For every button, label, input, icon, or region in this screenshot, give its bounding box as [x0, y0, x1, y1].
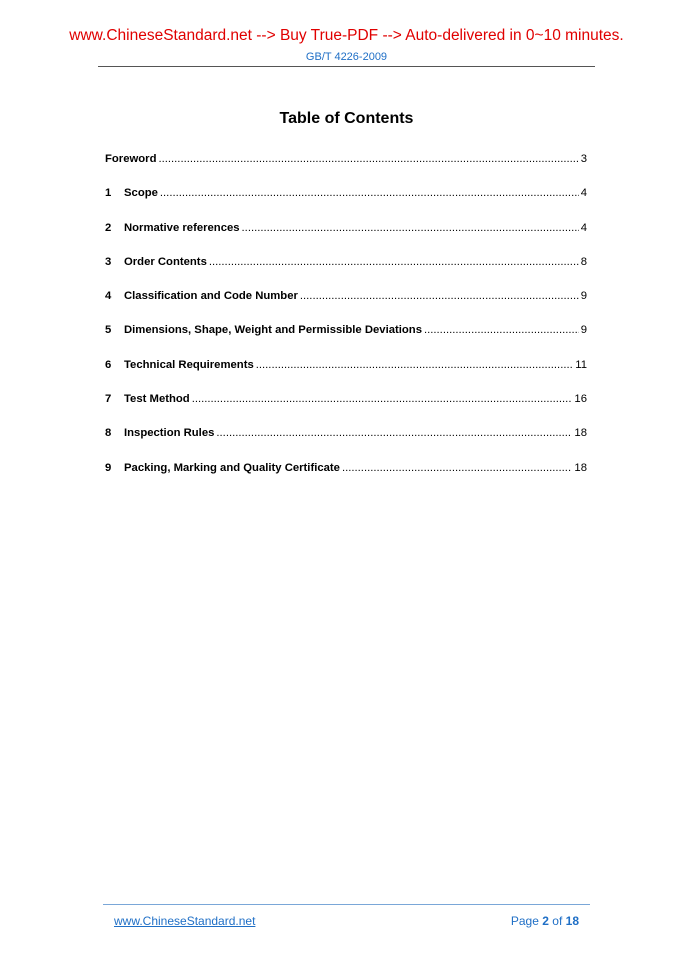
toc-entry-test-method[interactable] [105, 392, 587, 426]
toc-entry-label: Foreword [105, 153, 157, 165]
toc-entry-page: 9 [580, 290, 587, 303]
toc-leader-dots [424, 323, 579, 338]
toc-entry-page: 4 [580, 221, 587, 234]
toc-entry-label: Test Method [124, 393, 190, 406]
toc-leader-dots [256, 358, 574, 373]
toc-entry-classification[interactable] [105, 289, 587, 323]
toc-entry-number: 4 [105, 290, 112, 303]
toc-entry-page: 16 [574, 393, 587, 406]
toc-leader-dots [192, 392, 573, 407]
standard-number: GB/T 4226-2009 [305, 51, 388, 63]
toc-entry-page: 9 [580, 324, 587, 337]
toc-leader-dots [158, 152, 578, 167]
toc-entry-packing-marking[interactable] [105, 461, 587, 495]
toc-leader-dots [216, 426, 572, 441]
page-prefix: Page [510, 914, 539, 928]
table-of-contents [105, 152, 587, 495]
toc-entry-label: Dimensions, Shape, Weight and Permissible Deviations [124, 324, 422, 337]
toc-entry-scope[interactable] [105, 186, 587, 220]
toc-leader-dots [342, 461, 572, 476]
toc-entry-number: 5 [105, 324, 112, 337]
toc-entry-number: 8 [105, 427, 112, 440]
footer-website-link[interactable]: www.ChineseStandard.net [114, 914, 256, 928]
toc-entry-normative-references[interactable] [105, 221, 587, 255]
toc-entry-label: Packing, Marking and Quality Certificate [124, 461, 340, 474]
toc-entry-number: 3 [105, 255, 112, 268]
toc-entry-page: 18 [574, 461, 587, 474]
toc-entry-label: Normative references [124, 221, 240, 234]
toc-entry-label: Technical Requirements [124, 358, 254, 371]
footer-divider [103, 904, 590, 905]
toc-entry-label: Scope [124, 187, 158, 200]
toc-leader-dots [160, 186, 579, 201]
toc-entry-order-contents[interactable] [105, 255, 587, 289]
toc-entry-technical-requirements[interactable] [105, 358, 587, 392]
toc-leader-dots [209, 255, 579, 270]
toc-entry-label: Order Contents [124, 255, 207, 268]
toc-leader-dots [300, 289, 579, 304]
toc-entry-label: Classification and Code Number [124, 290, 298, 303]
current-page-number: 2 [542, 914, 549, 928]
toc-entry-number: 2 [105, 221, 112, 234]
toc-entry-foreword[interactable] [105, 152, 587, 186]
toc-entry-label: Inspection Rules [124, 427, 215, 440]
toc-entry-page: 8 [580, 255, 587, 268]
toc-entry-inspection-rules[interactable] [105, 426, 587, 460]
toc-entry-page: 11 [575, 358, 587, 371]
page-indicator [511, 914, 579, 928]
toc-entry-page: 18 [574, 427, 587, 440]
toc-entry-number: 1 [105, 187, 112, 200]
toc-entry-dimensions[interactable] [105, 323, 587, 357]
page-title: Table of Contents [279, 110, 414, 127]
promo-banner[interactable]: www.ChineseStandard.net --> Buy True-PDF --> Auto-delivered in 0~10 minutes. [69, 27, 624, 44]
total-pages-number: 18 [565, 914, 579, 928]
toc-entry-number: 6 [105, 358, 112, 371]
header-divider [98, 66, 595, 67]
toc-entry-number: 9 [105, 461, 112, 474]
toc-leader-dots [242, 221, 579, 236]
toc-entry-number: 7 [105, 393, 112, 406]
toc-entry-page: 4 [580, 187, 587, 200]
page-of-word: of [552, 914, 563, 928]
toc-entry-page: 3 [580, 153, 587, 165]
